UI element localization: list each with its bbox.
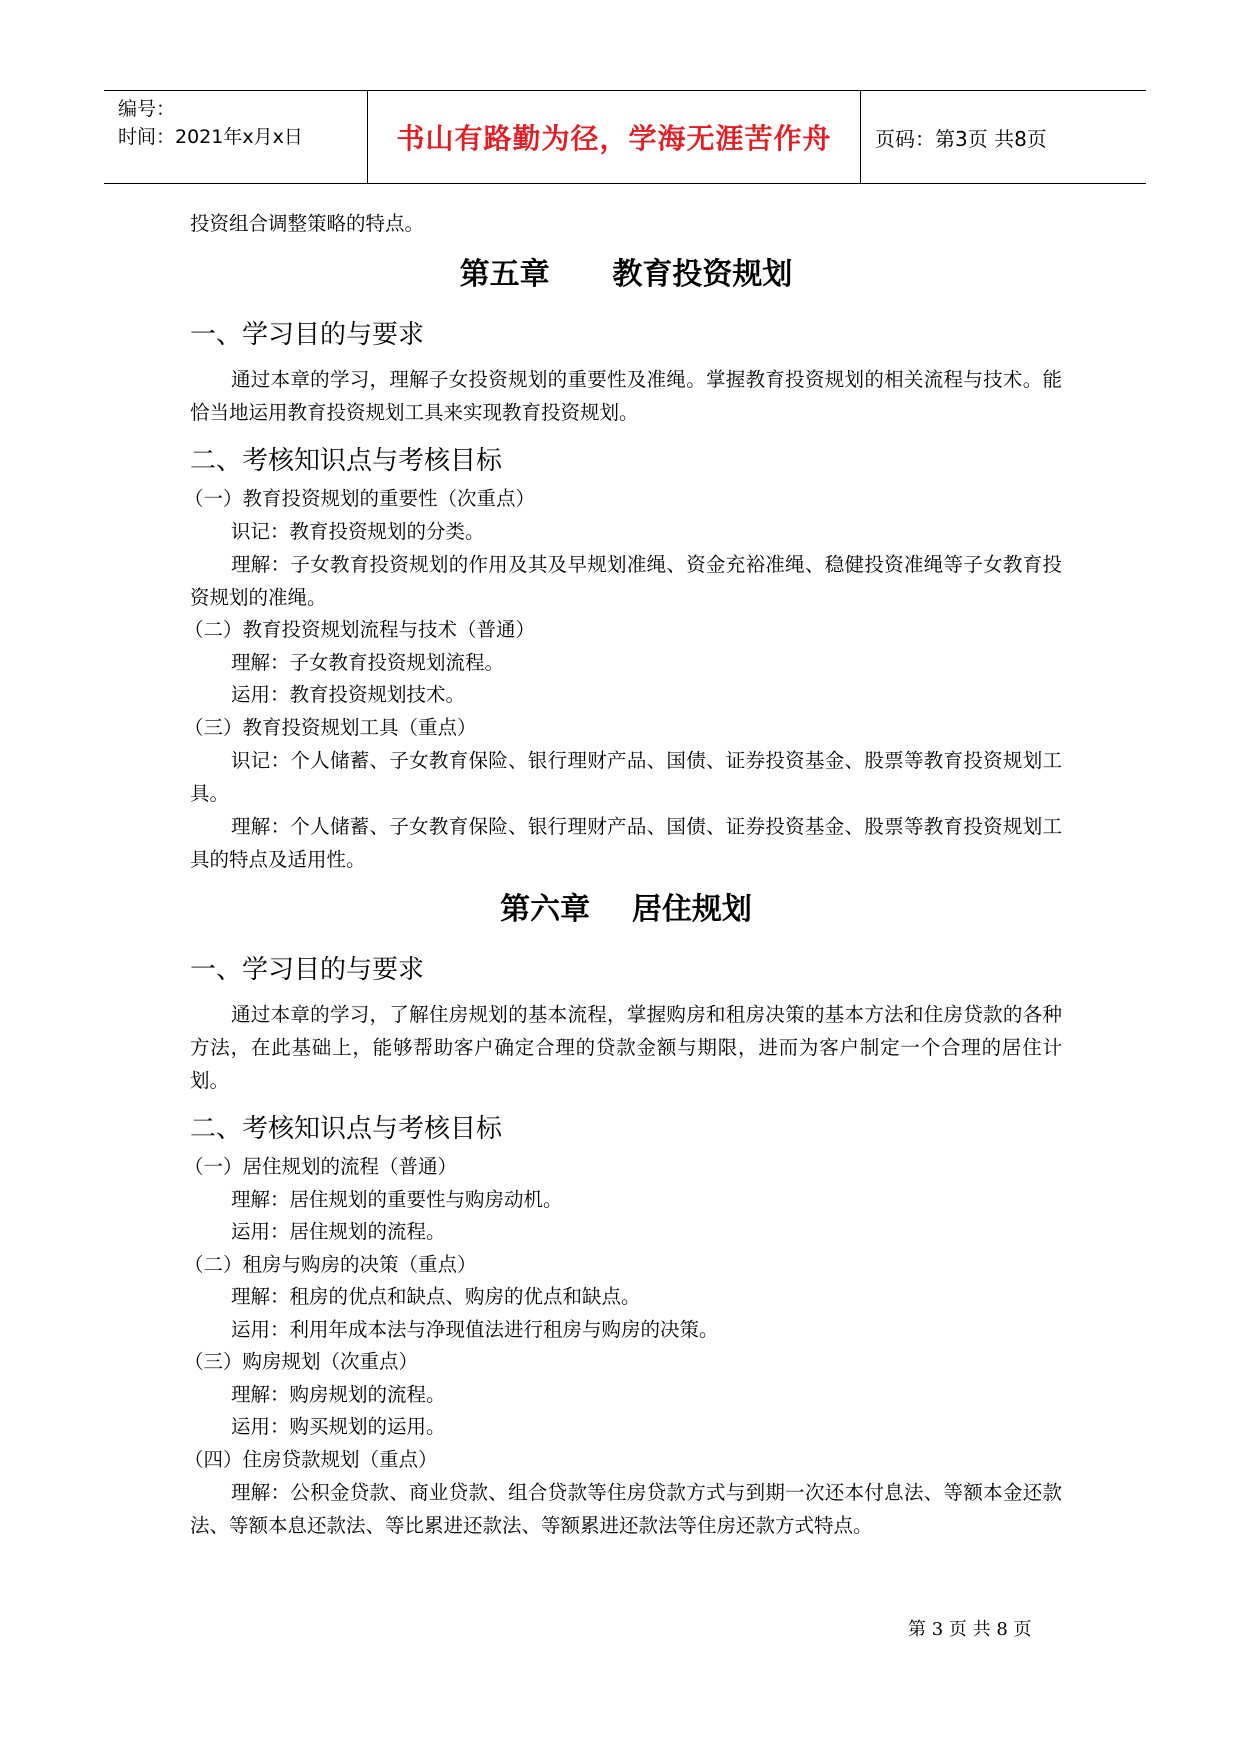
ch5-item-3: （三）教育投资规划工具（重点） [184, 715, 477, 739]
ch5-section-2-title: 二、考核知识点与考核目标 [190, 446, 503, 476]
ch6-section-1-title: 一、学习目的与要求 [190, 955, 425, 985]
ch6-item-3: （三）购房规划（次重点） [184, 1350, 419, 1373]
ch5-item-3-b: 理解：个人储蓄、子女教育保险、银行理财产品、国债、证券投资基金、股票等教育投资规划工具的特点及适用性。 [190, 815, 1062, 871]
ch6-item-1-b: 运用：居住规划的流程。 [231, 1220, 446, 1243]
ch5-item-1-b: 理解：子女教育投资规划的作用及其及早规划准绳、资金充裕准绳、稳健投资准绳等子女教育投资规划的准绳。 [190, 553, 1062, 609]
ch5-item-2: （二）教育投资规划流程与技术（普通） [184, 618, 536, 641]
ch6-section-2-title: 二、考核知识点与考核目标 [190, 1114, 503, 1144]
ch5-item-2-a: 理解：子女教育投资规划流程。 [231, 650, 505, 674]
chapter-5-title: 第五章 教育投资规划 [459, 257, 793, 292]
ch5-item-2-b: 运用：教育投资规划技术。 [231, 683, 466, 706]
ch5-section-1-text: 通过本章的学习，理解子女投资规划的重要性及准绳。掌握教育投资规划的相关流程与技术。能恰当地运用教育投资规划工具来实现教育投资规划。 [190, 368, 1062, 424]
ch6-item-4: （四）住房贷款规划（重点） [184, 1447, 438, 1471]
ch5-item-1: （一）教育投资规划的重要性（次重点） [184, 487, 536, 510]
header-meta [104, 91, 368, 183]
ch6-item-3-a: 理解：购房规划的流程。 [231, 1382, 446, 1406]
ch6-item-2-b: 运用：利用年成本法与净现值法进行租房与购房的决策。 [231, 1317, 719, 1341]
ch6-item-1-a: 理解：居住规划的重要性与购房动机。 [231, 1187, 563, 1211]
header-page-info: 页码：第3页 共8页 [875, 126, 1047, 151]
ch6-item-1: （一）居住规划的流程（普通） [184, 1155, 458, 1178]
ch5-item-1-a: 识记：教育投资规划的分类。 [231, 519, 485, 543]
chapter-6-title: 第六章 居住规划 [500, 892, 752, 927]
time-label: 时间：2021年x月x日 [118, 126, 303, 148]
document-header [104, 90, 1146, 184]
ch6-item-3-b: 运用：购买规划的运用。 [231, 1415, 446, 1438]
page-footer: 第 3 页 共 8 页 [908, 1619, 1032, 1640]
number-label: 编号： [118, 98, 176, 120]
document-body [184, 208, 1062, 1542]
ch6-section-1-text: 通过本章的学习，了解住房规划的基本流程，掌握购房和租房决策的基本方法和住房贷款的各种方法，在此基础上，能够帮助客户确定合理的贷款金额与期限，进而为客户制定一个合理的居住计划。 [190, 1003, 1062, 1092]
ch5-section-1-title: 一、学习目的与要求 [190, 320, 425, 350]
ch6-item-4-a: 理解：公积金贷款、商业贷款、组合贷款等住房贷款方式与到期一次还本付息法、等额本金还款法、等额本息还款法、等比累进还款法、等额累进还款法等住房还款方式特点。 [190, 1481, 1062, 1537]
header-motto: 书山有路勤为径，学海无涯苦作舟 [368, 91, 861, 183]
ch6-item-2-a: 理解：租房的优点和缺点、购房的优点和缺点。 [231, 1285, 641, 1308]
ch5-item-3-a: 识记：个人储蓄、子女教育保险、银行理财产品、国债、证券投资基金、股票等教育投资规划工具。 [190, 749, 1062, 805]
ch6-item-2: （二）租房与购房的决策（重点） [184, 1252, 477, 1276]
continued-line: 投资组合调整策略的特点。 [190, 212, 425, 235]
